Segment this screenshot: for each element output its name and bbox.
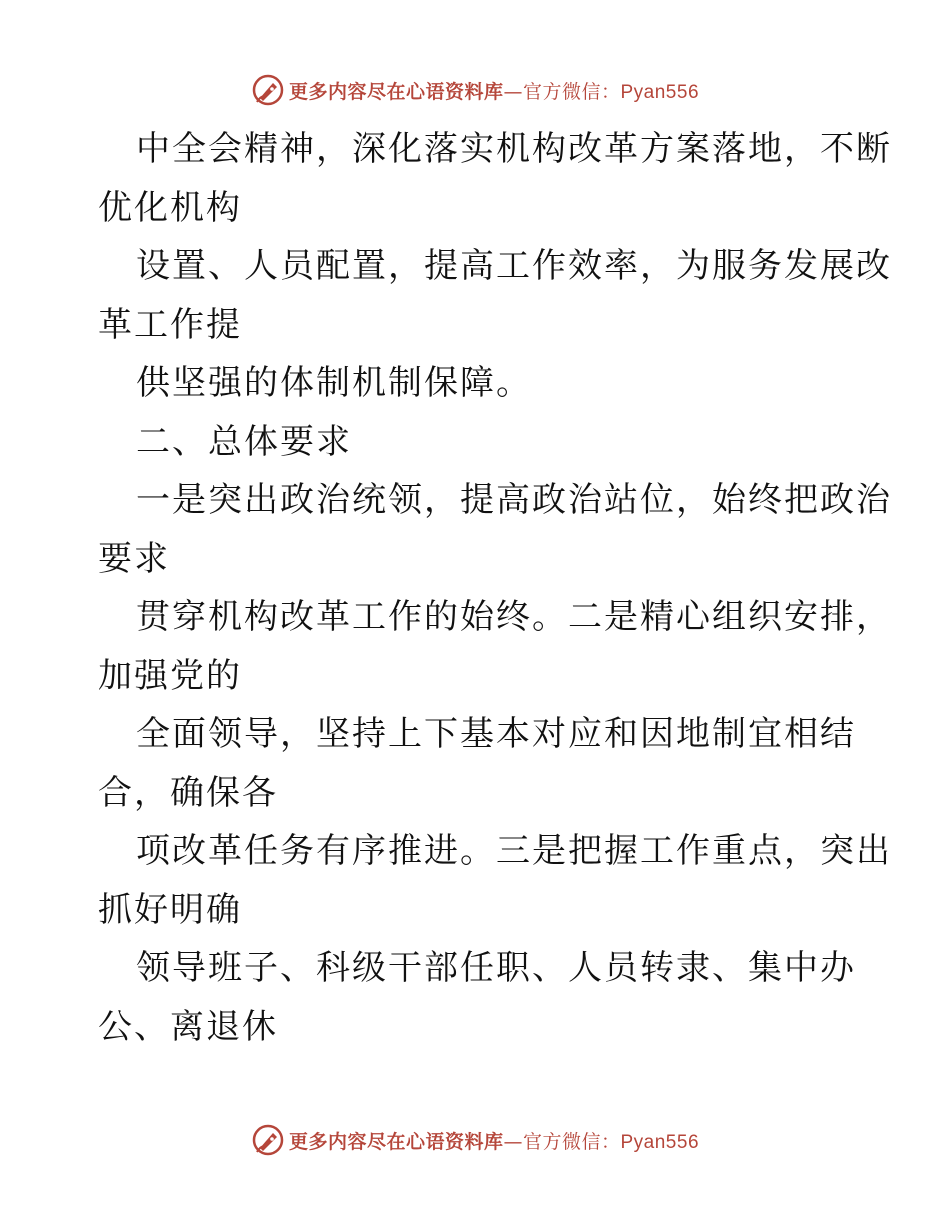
footer-banner-title: 更多内容尽在心语资料库: [288, 1130, 504, 1153]
body-line: 合，确保各: [98, 772, 278, 813]
footer-banner-text: [289, 1127, 699, 1154]
body-line: 设置、人员配置，提高工作效率，为服务发展改: [136, 246, 892, 286]
body-line: 中全会精神，深化落实机构改革方案落地，不断: [136, 129, 892, 169]
body-line: 全面领导，坚持上下基本对应和因地制宜相结: [136, 714, 856, 754]
body-line: 领导班子、科级干部任职、人员转隶、集中办: [136, 948, 856, 988]
pen-nib-logo-icon: [251, 73, 285, 107]
body-line: 要求: [98, 538, 170, 579]
body-line: 加强党的: [98, 655, 242, 696]
body-line: 一是突出政治统领，提高政治站位，始终把政治: [136, 480, 892, 520]
header-banner-wechat-id: Pyan556: [620, 81, 700, 103]
footer-banner: [0, 1120, 950, 1160]
body-line: 公、离退休: [98, 1006, 278, 1047]
header-banner-text: [289, 77, 699, 104]
footer-banner-wechat-id: Pyan556: [620, 1131, 700, 1153]
header-banner-title: 更多内容尽在心语资料库: [288, 80, 504, 103]
body-line: 革工作提: [98, 304, 242, 345]
body-line: 优化机构: [98, 187, 242, 228]
body-line: 项改革任务有序推进。三是把握工作重点，突出: [136, 831, 892, 871]
body-line: 供坚强的体制机制保障。: [136, 363, 532, 403]
section-heading: 二、总体要求: [136, 421, 352, 462]
footer-banner-label: —官方微信：: [503, 1130, 621, 1153]
header-banner-label: —官方微信：: [503, 80, 621, 103]
pen-nib-logo-icon: [251, 1123, 285, 1157]
body-line: 贯穿机构改革工作的始终。二是精心组织安排，: [136, 597, 892, 637]
document-body: [98, 120, 892, 1056]
body-line: 抓好明确: [98, 889, 242, 930]
header-banner: [0, 70, 950, 110]
